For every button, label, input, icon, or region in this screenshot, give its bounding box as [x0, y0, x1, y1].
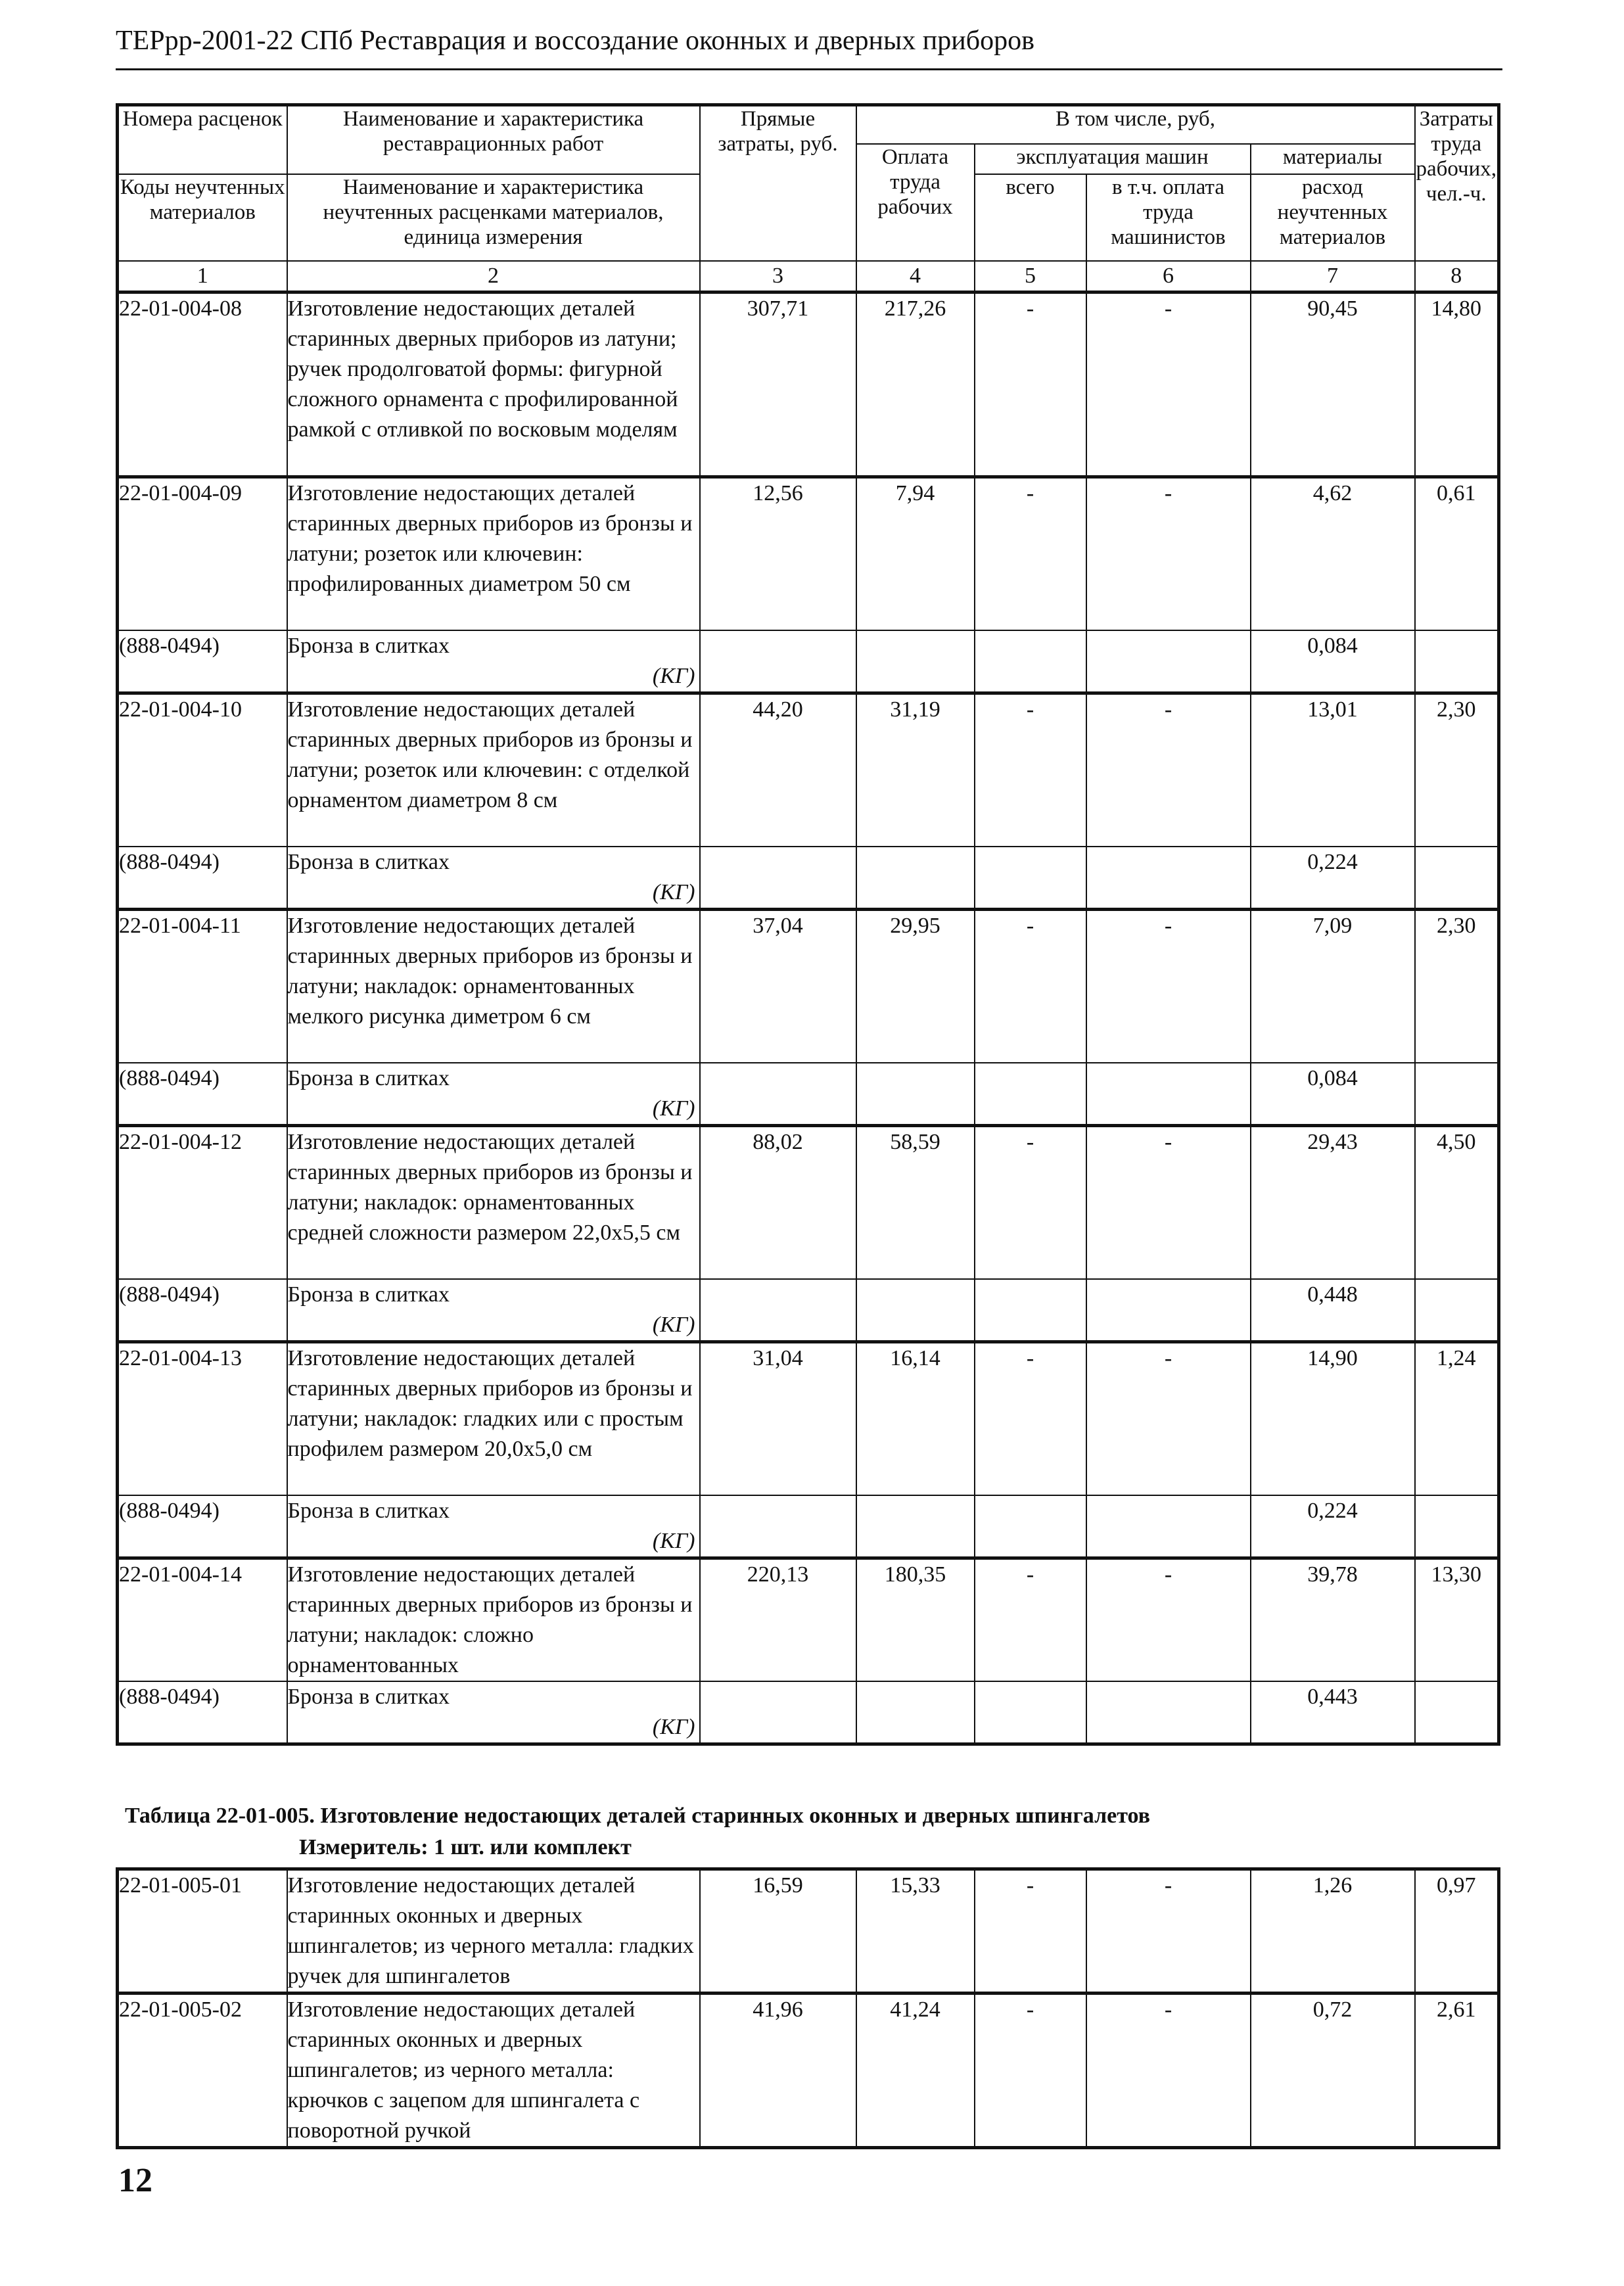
labor-pay: 31,19	[856, 693, 975, 847]
material-name-text: Бронза в слитках	[287, 1499, 450, 1523]
rate-row	[118, 1558, 1499, 1682]
col5-header: всего	[975, 174, 1086, 261]
material-name-text: Бронза в слитках	[287, 850, 450, 874]
rates-table-2-body	[118, 1869, 1499, 2148]
col3-header: Прямые затраты, руб.	[700, 105, 856, 262]
page-header: ТЕРрр-2001-22 СПб Реставрация и воссоздание оконных и дверных приборов	[116, 26, 1034, 56]
labor-hours: 2,61	[1415, 1994, 1499, 2148]
material-code: (888-0494)	[118, 1495, 287, 1558]
empty-cell	[975, 1063, 1086, 1126]
empty-cell	[700, 630, 856, 693]
machine-cost-total: -	[975, 1994, 1086, 2148]
direct-cost: 220,13	[700, 1558, 856, 1682]
material-name-text: Бронза в слитках	[287, 1685, 450, 1709]
rate-code: 22-01-004-14	[118, 1558, 287, 1682]
empty-cell	[856, 1495, 975, 1558]
direct-cost: 16,59	[700, 1869, 856, 1994]
machine-operator-pay: -	[1086, 910, 1251, 1063]
rate-description: Изготовление недостающих деталей старинных дверных приборов из бронзы и латуни; накладок: орнаментованных средней сложности размером 22,0х5,5 см	[287, 1126, 700, 1280]
labor-hours: 2,30	[1415, 693, 1499, 847]
direct-cost: 88,02	[700, 1126, 856, 1280]
rates-table-body	[118, 105, 1499, 1744]
material-code: (888-0494)	[118, 1063, 287, 1126]
material-code: (888-0494)	[118, 630, 287, 693]
empty-cell	[1415, 630, 1499, 693]
empty-cell	[975, 1279, 1086, 1342]
material-name	[287, 1681, 700, 1744]
materials-cost: 14,90	[1251, 1342, 1415, 1496]
material-name	[287, 1063, 700, 1126]
empty-cell	[1086, 847, 1251, 910]
material-quantity: 0,448	[1251, 1279, 1415, 1342]
empty-cell	[1086, 1063, 1251, 1126]
labor-pay: 180,35	[856, 1558, 975, 1682]
column-number: 1	[118, 261, 287, 292]
empty-cell	[856, 1681, 975, 1744]
labor-hours: 4,50	[1415, 1126, 1499, 1280]
empty-cell	[856, 847, 975, 910]
materials-cost: 1,26	[1251, 1869, 1415, 1994]
rate-row	[118, 693, 1499, 847]
col1-header-top: Номера расценок	[118, 105, 287, 175]
empty-cell	[856, 1279, 975, 1342]
labor-pay: 41,24	[856, 1994, 975, 2148]
machine-cost-total: -	[975, 477, 1086, 631]
labor-pay: 58,59	[856, 1126, 975, 1280]
labor-hours: 13,30	[1415, 1558, 1499, 1682]
empty-cell	[1086, 1279, 1251, 1342]
labor-pay: 217,26	[856, 292, 975, 477]
material-name	[287, 847, 700, 910]
rate-description: Изготовление недостающих деталей старинных дверных приборов из бронзы и латуни; розеток или ключевин: профилированных диаметром 50 см	[287, 477, 700, 631]
labor-pay: 7,94	[856, 477, 975, 631]
empty-cell	[1086, 630, 1251, 693]
rate-code: 22-01-004-08	[118, 292, 287, 477]
col8-header: Затраты труда рабочих, чел.-ч.	[1415, 105, 1499, 262]
empty-cell	[1415, 1681, 1499, 1744]
rates-table-2	[116, 1867, 1500, 2149]
material-name-text: Бронза в слитках	[287, 1066, 450, 1090]
col1-header-bottom: Коды неучтенных материалов	[118, 174, 287, 261]
machine-operator-pay: -	[1086, 1342, 1251, 1496]
empty-cell	[1415, 847, 1499, 910]
table-measure: Измеритель: 1 шт. или комплект	[299, 1835, 632, 1859]
column-numbers-row	[118, 261, 1499, 292]
column-number: 2	[287, 261, 700, 292]
machine-cost-total: -	[975, 1558, 1086, 1682]
machine-operator-pay: -	[1086, 477, 1251, 631]
empty-cell	[1415, 1495, 1499, 1558]
machine-operator-pay: -	[1086, 1558, 1251, 1682]
empty-cell	[700, 1063, 856, 1126]
labor-pay: 29,95	[856, 910, 975, 1063]
machine-cost-total: -	[975, 910, 1086, 1063]
empty-cell	[1086, 1681, 1251, 1744]
machines-group-header: эксплуатация машин	[975, 144, 1251, 174]
material-unit: (КГ)	[652, 880, 695, 904]
empty-cell	[700, 1495, 856, 1558]
header-row-1	[118, 105, 1499, 145]
material-quantity: 0,084	[1251, 1063, 1415, 1126]
material-name	[287, 630, 700, 693]
material-quantity: 0,084	[1251, 630, 1415, 693]
rate-code: 22-01-004-09	[118, 477, 287, 631]
material-name	[287, 1279, 700, 1342]
col7-header: расход неучтенных материалов	[1251, 174, 1415, 261]
direct-cost: 12,56	[700, 477, 856, 631]
column-number: 8	[1415, 261, 1499, 292]
direct-cost: 31,04	[700, 1342, 856, 1496]
rate-description: Изготовление недостающих деталей старинных дверных приборов из бронзы и латуни; розеток или ключевин: с отделкой орнаментом диаметром 8 см	[287, 693, 700, 847]
labor-hours: 0,61	[1415, 477, 1499, 631]
materials-cost: 4,62	[1251, 477, 1415, 631]
empty-cell	[975, 630, 1086, 693]
material-unit: (КГ)	[652, 1715, 695, 1739]
direct-cost: 41,96	[700, 1994, 856, 2148]
col2-header-bottom: Наименование и характеристика неучтенных расценками материалов, единица измерения	[287, 174, 700, 261]
material-unit: (КГ)	[652, 1096, 695, 1121]
breakdown-group-header: В том числе, руб,	[856, 105, 1415, 145]
rate-description: Изготовление недостающих деталей старинных оконных и дверных шпингалетов; из черного металла: гладких ручек для шпингалетов	[287, 1869, 700, 1994]
rate-code: 22-01-004-10	[118, 693, 287, 847]
material-code: (888-0494)	[118, 1681, 287, 1744]
material-row	[118, 1063, 1499, 1126]
material-row	[118, 1681, 1499, 1744]
machine-operator-pay: -	[1086, 1126, 1251, 1280]
rate-description: Изготовление недостающих деталей старинных дверных приборов из латуни; ручек продолговатой формы: фигурной сложного орнамента с профилированной рамкой с отливкой по восковым моделям	[287, 292, 700, 477]
rate-description: Изготовление недостающих деталей старинных дверных приборов из бронзы и латуни; накладок: сложно орнаментованных	[287, 1558, 700, 1682]
rate-row	[118, 1994, 1499, 2148]
header-rule	[116, 68, 1502, 70]
material-row	[118, 847, 1499, 910]
rate-row	[118, 1342, 1499, 1496]
material-unit: (КГ)	[652, 664, 695, 688]
column-number: 3	[700, 261, 856, 292]
machine-cost-total: -	[975, 1342, 1086, 1496]
rate-code: 22-01-004-11	[118, 910, 287, 1063]
empty-cell	[975, 1681, 1086, 1744]
materials-cost: 39,78	[1251, 1558, 1415, 1682]
empty-cell	[700, 1681, 856, 1744]
material-quantity: 0,224	[1251, 847, 1415, 910]
page-number: 12	[118, 2162, 152, 2199]
material-name-text: Бронза в слитках	[287, 1282, 450, 1307]
empty-cell	[975, 847, 1086, 910]
col4-header: Оплата труда рабочих	[856, 144, 975, 261]
labor-hours: 2,30	[1415, 910, 1499, 1063]
rate-row	[118, 477, 1499, 631]
material-quantity: 0,224	[1251, 1495, 1415, 1558]
material-unit: (КГ)	[652, 1529, 695, 1553]
rate-code: 22-01-005-01	[118, 1869, 287, 1994]
material-code: (888-0494)	[118, 1279, 287, 1342]
materials-cost: 90,45	[1251, 292, 1415, 477]
labor-hours: 1,24	[1415, 1342, 1499, 1496]
material-name-text: Бронза в слитках	[287, 634, 450, 658]
rate-description: Изготовление недостающих деталей старинных дверных приборов из бронзы и латуни; накладок: орнаментованных мелкого рисунка диметром 6 см	[287, 910, 700, 1063]
rate-row	[118, 1126, 1499, 1280]
labor-pay: 15,33	[856, 1869, 975, 1994]
labor-pay: 16,14	[856, 1342, 975, 1496]
column-number: 4	[856, 261, 975, 292]
machine-operator-pay: -	[1086, 292, 1251, 477]
empty-cell	[1086, 1495, 1251, 1558]
direct-cost: 307,71	[700, 292, 856, 477]
column-number: 6	[1086, 261, 1251, 292]
empty-cell	[700, 1279, 856, 1342]
materials-cost: 29,43	[1251, 1126, 1415, 1280]
machine-operator-pay: -	[1086, 693, 1251, 847]
machine-operator-pay: -	[1086, 1994, 1251, 2148]
rate-description: Изготовление недостающих деталей старинных дверных приборов из бронзы и латуни; накладок: гладких или с простым профилем размером 20,0х5,0 см	[287, 1342, 700, 1496]
machine-cost-total: -	[975, 1869, 1086, 1994]
empty-cell	[1415, 1063, 1499, 1126]
material-code: (888-0494)	[118, 847, 287, 910]
direct-cost: 44,20	[700, 693, 856, 847]
col2-header-top: Наименование и характеристика реставрационных работ	[287, 105, 700, 175]
material-row	[118, 1495, 1499, 1558]
machine-operator-pay: -	[1086, 1869, 1251, 1994]
materials-group-header: материалы	[1251, 144, 1415, 174]
rate-description: Изготовление недостающих деталей старинных оконных и дверных шпингалетов; из черного металла: крючков с зацепом для шпингалета с поворотной ручкой	[287, 1994, 700, 2148]
empty-cell	[1415, 1279, 1499, 1342]
column-number: 5	[975, 261, 1086, 292]
machine-cost-total: -	[975, 292, 1086, 477]
rates-table	[116, 103, 1500, 1746]
empty-cell	[700, 847, 856, 910]
empty-cell	[975, 1495, 1086, 1558]
rate-code: 22-01-004-12	[118, 1126, 287, 1280]
material-row	[118, 1279, 1499, 1342]
materials-cost: 0,72	[1251, 1994, 1415, 2148]
rate-row	[118, 292, 1499, 477]
empty-cell	[856, 1063, 975, 1126]
labor-hours: 0,97	[1415, 1869, 1499, 1994]
rate-row	[118, 1869, 1499, 1994]
material-name	[287, 1495, 700, 1558]
direct-cost: 37,04	[700, 910, 856, 1063]
material-quantity: 0,443	[1251, 1681, 1415, 1744]
column-number: 7	[1251, 261, 1415, 292]
table-caption: Таблица 22-01-005. Изготовление недостающих деталей старинных оконных и дверных шпингалетов	[125, 1804, 1150, 1828]
machine-cost-total: -	[975, 693, 1086, 847]
material-unit: (КГ)	[652, 1313, 695, 1337]
rate-code: 22-01-004-13	[118, 1342, 287, 1496]
materials-cost: 7,09	[1251, 910, 1415, 1063]
material-row	[118, 630, 1499, 693]
col6-header: в т.ч. оплата труда машинистов	[1086, 174, 1251, 261]
rate-code: 22-01-005-02	[118, 1994, 287, 2148]
materials-cost: 13,01	[1251, 693, 1415, 847]
rate-row	[118, 910, 1499, 1063]
labor-hours: 14,80	[1415, 292, 1499, 477]
empty-cell	[856, 630, 975, 693]
machine-cost-total: -	[975, 1126, 1086, 1280]
